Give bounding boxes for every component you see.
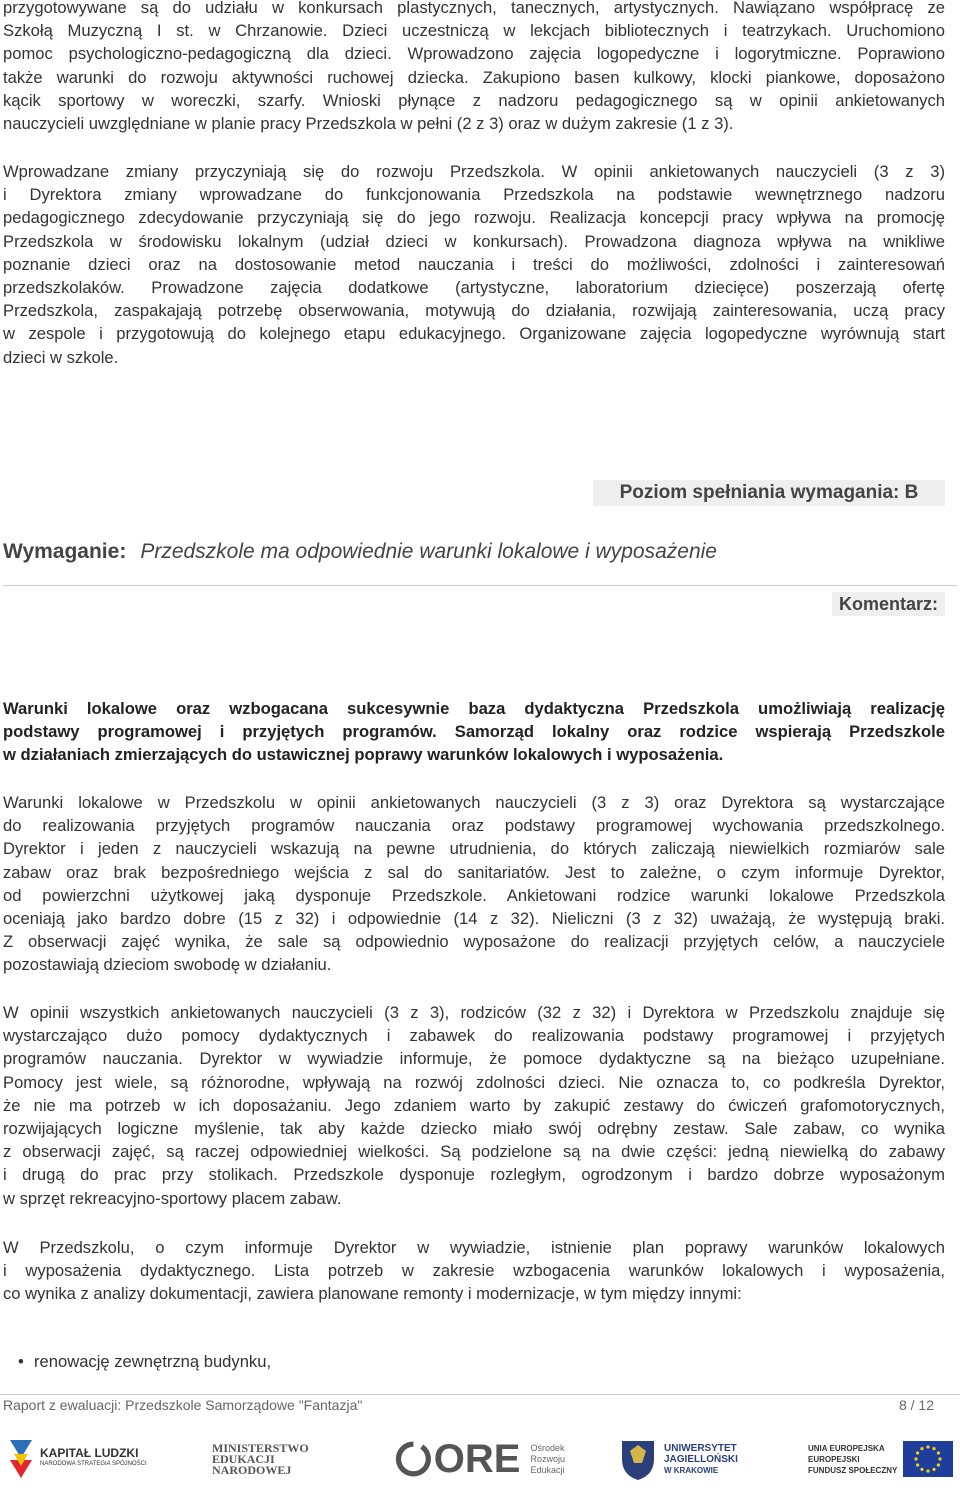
paragraph-teaching-aids bbox=[3, 1001, 945, 1210]
text-line: Pomocy jest wiele, są różnorodne, wpływają na rozwój zdolności dzieci. Nie oznacza to, co podkreśla Dyrektor, bbox=[3, 1072, 945, 1092]
text-line: pomoc psychologiczno-pedagogiczną dla dzieci. Wprowadzono zajęcia logopedyczne i logorytmiczne. Poprawiono bbox=[3, 44, 945, 64]
men-line-2: EDUKACJI bbox=[212, 1451, 275, 1466]
footer-report-title: Raport z ewaluacji: Przedszkole Samorządowe "Fantazja" bbox=[3, 1397, 363, 1413]
text-line: i drugą do prac przy stolikach. Przedszkole dysponuje rozległym, ogrodzonym i bardzo dobrze wyposażonym bbox=[3, 1165, 945, 1185]
uj-line-3: W KRAKOWIE bbox=[664, 1465, 719, 1475]
text-line: że nie ma potrzeb w ich doposażaniu. Jego zdaniem warto by zakupić zestawy do ćwiczeń grafomotorycznych, bbox=[3, 1095, 945, 1115]
eu-line-2: EUROPEJSKI bbox=[808, 1454, 860, 1464]
text-line: przedszkolaków. Prowadzone zajęcia dodatkowe (artystyczne, laboratorium dziecięce) poszerzają ofertę bbox=[3, 278, 945, 298]
requirement-level-badge: Poziom spełniania wymagania: B bbox=[593, 480, 945, 506]
text-line: co wynika z analizy dokumentacji, zawiera planowane remonty i modernizacje, w tym między innymi: bbox=[3, 1284, 742, 1304]
text-line: do realizowania przyjętych programów nauczania oraz podstawy programowej wychowania przedszkolnego. bbox=[3, 816, 945, 836]
kapital-ludzki-title: KAPITAŁ LUDZKI bbox=[40, 1446, 139, 1460]
text-line: z obserwacji zajęć, są raczej odpowiedniej wielkości. Są podzielone są na dwie części: jedną niewielką do zabawy bbox=[3, 1142, 945, 1162]
text-line: kącik sportowy w woreczki, szarfy. Wnioski płynące z nadzoru pedagogicznego są w opinii ankietowanych bbox=[3, 90, 945, 110]
text-line: oceniają jako bardzo dobre (15 z 32) i odpowiednie (14 z 32). Nieliczni (3 z 32) uważają, że występują braki. bbox=[3, 909, 945, 929]
text-line: W Przedszkolu, o czym informuje Dyrektor w wywiadzie, istnienie plan poprawy warunków lokalowych bbox=[3, 1238, 945, 1257]
text-line: Przedszkola w środowisku lokalnym (udział dzieci w konkursach). Prowadzona diagnoza wpływa na wnikliwe bbox=[3, 231, 945, 251]
text-line: Warunki lokalowe w Przedszkolu w opinii ankietowanych nauczycieli (3 z 3) oraz Dyrektora są wystarczające bbox=[3, 793, 945, 812]
text-line: wystarczająco dużo pomocy dydaktycznych i zabawek do realizowania podstawy programowej i przyjętych bbox=[3, 1026, 945, 1046]
uj-line-2: JAGIELLOŃSKI bbox=[664, 1453, 738, 1465]
text-line: W opinii wszystkich ankietowanych nauczycieli (3 z 3), rodziców (32 z 32) i Dyrektora w Przedszkolu znajduje się bbox=[3, 1003, 945, 1022]
paragraph-premises bbox=[3, 791, 945, 977]
text-line: zabaw oraz brak bezpośredniego wejścia z sal do sanitariatów. Jest to zależne, o czym informuje Dyrektor, bbox=[3, 862, 945, 882]
text-line: w sprzęt rekreacyjno-sportowy placem zabaw. bbox=[3, 1188, 342, 1208]
footer-divider bbox=[0, 1394, 960, 1395]
ore-line-2: Rozwoju bbox=[530, 1453, 565, 1464]
eu-line-1: UNIA EUROPEJSKA bbox=[808, 1443, 885, 1453]
ore-logo bbox=[395, 1425, 565, 1493]
ore-circle-icon bbox=[395, 1438, 432, 1480]
sponsor-logos bbox=[0, 1425, 960, 1493]
uj-logo bbox=[620, 1425, 770, 1493]
men-line-3: NARODOWEJ bbox=[212, 1462, 292, 1477]
eu-flag-icon bbox=[903, 1441, 953, 1477]
text-line: w działaniach zmierzających do ustawicznej poprawy warunków lokalowych i wyposażenia. bbox=[3, 745, 724, 765]
men-line-1: MINISTERSTWO bbox=[212, 1440, 309, 1455]
text-line: Warunki lokalowe oraz wzbogacana sukcesywnie baza dydaktyczna Przedszkola umożliwiają realizację bbox=[3, 699, 945, 718]
divider bbox=[3, 585, 957, 586]
text-line: programów nauczania. Dyrektor w wywiadzie informuje, że pomoce dydaktyczne są na bieżąco uzupełniane. bbox=[3, 1049, 945, 1069]
eu-line-3: FUNDUSZ SPOŁECZNY bbox=[808, 1465, 898, 1475]
text-line: rozwijających logiczne myślenie, tak aby każde dziecko miało swój odrębny zestaw. Sale zabaw, co wynika bbox=[3, 1119, 945, 1139]
footer-page-number: 8 / 12 bbox=[898, 1397, 934, 1413]
kapital-ludzki-icon bbox=[8, 1438, 34, 1480]
text-line: Przedszkola, zaspakajają potrzebę obserwowania, motywują do działania, rozwijają zainteresowania, uczą pracy bbox=[3, 301, 945, 321]
bullet-item: • renowację zewnętrzną budynku, bbox=[34, 1352, 271, 1372]
text-line: Z obserwacji zajęć wynika, że sale są odpowiednio wyposażone do realizacji przyjętych celów, a nauczyciele bbox=[3, 932, 945, 952]
ore-wordmark: ORE bbox=[433, 1437, 521, 1481]
text-line: i wyposażenia dydaktycznego. Lista potrzeb w zakresie wzbogacenia warunków lokalowych i wyposażenia, bbox=[3, 1261, 945, 1281]
text-line: nauczycieli uwzględniane w planie pracy Przedszkola w pełni (2 z 3) oraz w dużym zakresie (1 z 3). bbox=[3, 114, 734, 134]
text-line: w zespole i przygotowują do kolejnego etapu edukacyjnego. Organizowane zajęcia logopedyczne wyrównują start bbox=[3, 324, 945, 344]
eu-logo bbox=[808, 1425, 958, 1493]
text-line: podstawy programowej i przyjętych programów. Samorząd lokalny oraz rodzice wspierają Przedszkole bbox=[3, 722, 945, 742]
ore-line-1: Ośrodek bbox=[530, 1442, 565, 1453]
text-line: i Dyrektora zmiany wprowadzane do funkcjonowania Przedszkola na podstawie wewnętrznego nadzoru bbox=[3, 185, 945, 205]
men-logo bbox=[212, 1425, 332, 1493]
uj-crest-icon bbox=[620, 1437, 656, 1481]
paragraph-intro bbox=[3, 0, 945, 135]
requirement-heading bbox=[3, 540, 717, 572]
text-line: Wprowadzane zmiany przyczyniają się do rozwoju Przedszkola. W opinii ankietowanych nauczycieli (3 z 3) bbox=[3, 162, 945, 181]
text-line: także warunki do rozwoju aktywności ruchowej dziecka. Zakupiono basen kulkowy, klocki piankowe, doposażono bbox=[3, 67, 945, 87]
kapital-ludzki-logo bbox=[8, 1425, 158, 1493]
requirement-text: Przedszkole ma odpowiednie warunki lokalowe i wyposażenie bbox=[140, 540, 717, 563]
text-line: pozostawiają dzieciom swobodę w działaniu. bbox=[3, 955, 332, 975]
paragraph-summary-bold bbox=[3, 697, 945, 767]
uj-line-1: UNIWERSYTET bbox=[664, 1442, 737, 1454]
text-line: Dyrektor i jeden z nauczycieli wskazują na pewne utrudnienia, do których zaliczają niewielkich rozmiarów sale bbox=[3, 839, 945, 859]
paragraph-development bbox=[3, 160, 945, 369]
requirement-label: Wymaganie: bbox=[3, 540, 127, 563]
ore-line-3: Edukacji bbox=[530, 1464, 565, 1475]
comment-label: Komentarz: bbox=[832, 592, 945, 616]
text-line: poznanie dzieci oraz na dostosowanie metod nauczania i treści do możliwości, zdolności i zainteresowań bbox=[3, 254, 945, 274]
text-line: pedagogicznego zdecydowanie przyczyniają się do jego rozwoju. Realizacja koncepcji pracy wpływa na promocję bbox=[3, 208, 945, 228]
text-line: od powierzchni użytkowej jaką dysponuje Przedszkole. Ankietowani rodzice warunki lokalowe Przedszkola bbox=[3, 885, 945, 905]
text-line: Szkołą Muzyczną I st. w Chrzanowie. Dzieci uczestniczą w lekcjach bibliotecznych i teatrzykach. Uruchomiono bbox=[3, 21, 945, 41]
paragraph-improvement-plan bbox=[3, 1236, 945, 1306]
text-line: przygotowywane są do udziału w konkursach plastycznych, tanecznych, artystycznych. Nawiązano współpracę ze bbox=[3, 0, 945, 17]
kapital-ludzki-subtitle: NARODOWA STRATEGIA SPÓJNOŚCI bbox=[40, 1461, 147, 1467]
text-line: dzieci w szkole. bbox=[3, 347, 119, 367]
